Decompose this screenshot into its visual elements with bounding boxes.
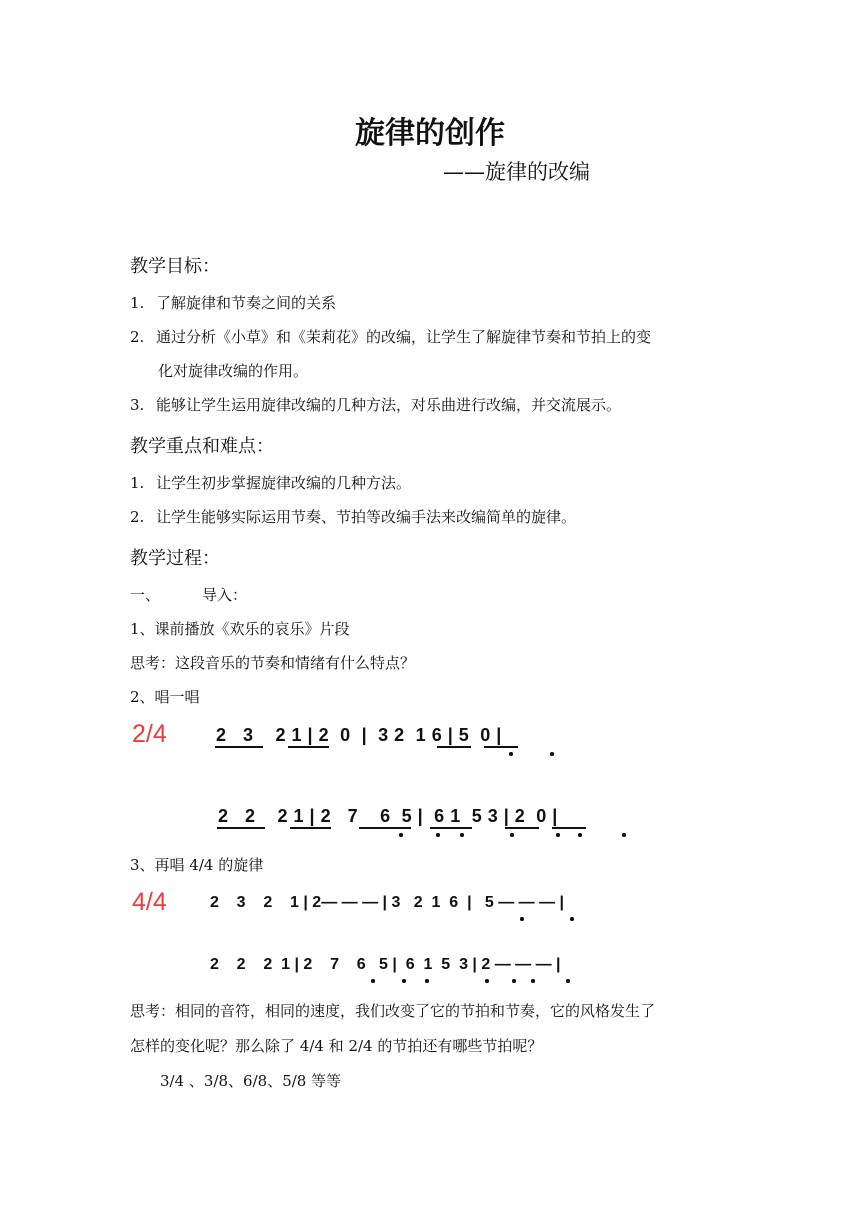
objective-item-3: 3. 能够让学生运用旋律改编的几种方法，对乐曲进行改编，并交流展示。 bbox=[130, 396, 622, 414]
keypoint-item-2: 2. 让学生能够实际运用节奏、节拍等改编手法来改编简单的旋律。 bbox=[130, 508, 577, 526]
section-1: 一、 导入： bbox=[130, 586, 248, 604]
meter-4-4: 4/4 bbox=[132, 888, 167, 916]
step-2: 2、唱一唱 bbox=[130, 688, 200, 706]
objective-item-2-continued: 化对旋律改编的作用。 bbox=[158, 362, 309, 380]
keypoint-item-1: 1. 让学生初步掌握旋律改编的几种方法。 bbox=[130, 474, 412, 492]
objective-item-1: 1. 了解旋律和节奏之间的关系 bbox=[130, 294, 337, 312]
score-2-4-line-2: 2 2 2 1 | 2 7 6 5 | 6 1 5 3 | 2 0 | bbox=[218, 806, 558, 826]
step-1: 1、课前播放《欢乐的哀乐》片段 bbox=[130, 620, 350, 638]
think-1: 思考：这段音乐的节奏和情绪有什么特点？ bbox=[130, 654, 416, 672]
think-2-line-2: 怎样的变化呢？那么除了 4/4 和 2/4 的节拍还有哪些节拍呢？ bbox=[130, 1037, 543, 1055]
page-subtitle: ——旋律的改编 bbox=[443, 160, 590, 184]
score-4-4-line-1: 2 3 2 1 | 2— — — | 3 2 1 6 | 5 — — — | bbox=[210, 894, 565, 911]
meter-2-4: 2/4 bbox=[132, 720, 167, 748]
score-2-4-line-1: 2 3 2 1 | 2 0 | 3 2 1 6 | 5 0 | bbox=[216, 725, 502, 745]
step-3: 3、再唱 4/4 的旋律 bbox=[130, 856, 264, 874]
process-heading: 教学过程： bbox=[130, 548, 220, 569]
page-title: 旋律的创作 bbox=[355, 116, 505, 151]
objective-item-2: 2. 通过分析《小草》和《茉莉花》的改编，让学生了解旋律节奏和节拍上的变 bbox=[130, 328, 652, 346]
think-2-line-1: 思考：相同的音符，相同的速度，我们改变了它的节拍和节奏，它的风格发生了 bbox=[130, 1002, 656, 1020]
objectives-heading: 教学目标： bbox=[130, 256, 220, 277]
meters-list: 3/4 、3/8、6/8、5/8 等等 bbox=[160, 1072, 342, 1090]
keypoints-heading: 教学重点和难点： bbox=[130, 436, 274, 457]
score-4-4-line-2: 2 2 2 1 | 2 7 6 5 | 6 1 5 3 | 2 — — — | bbox=[210, 956, 561, 973]
